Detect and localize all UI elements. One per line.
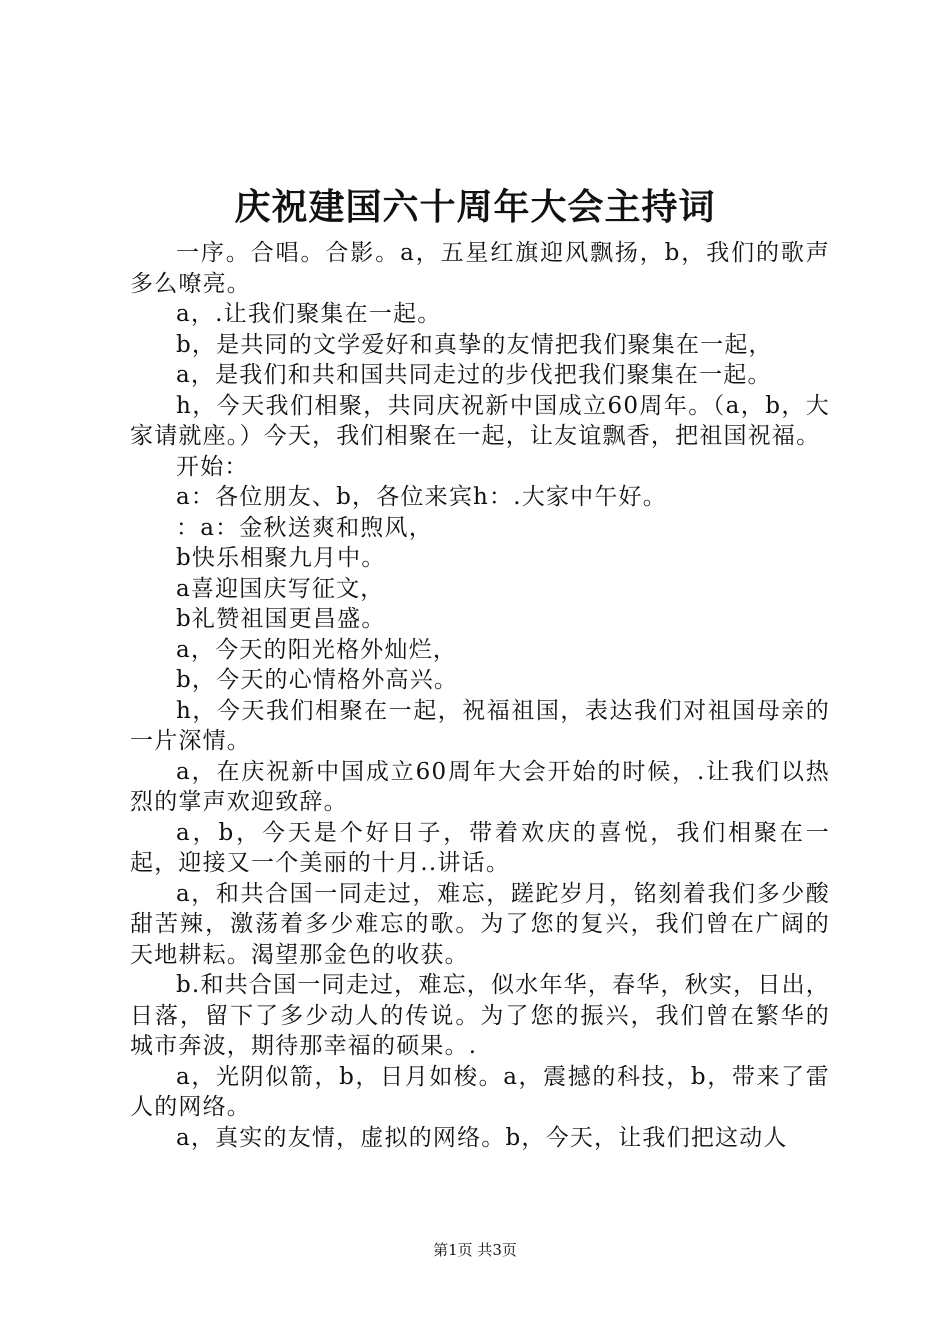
paragraph: ：a：金秋送爽和煦风， bbox=[176, 514, 433, 541]
paragraph: a，在庆祝新中国成立60周年大会开始的时候，.让我们以热烈的掌声欢迎致辞。 bbox=[130, 758, 830, 815]
paragraph: a喜迎国庆写征文， bbox=[176, 575, 385, 602]
paragraph: h，今天我们相聚在一起，祝福祖国，表达我们对祖国母亲的一片深情。 bbox=[130, 697, 830, 754]
paragraph: a，今天的阳光格外灿烂， bbox=[176, 636, 458, 663]
paragraph: b，今天的心情格外高兴。 bbox=[176, 667, 459, 693]
paragraph: b快乐相聚九月中。 bbox=[176, 545, 386, 571]
page-number-footer: 第1页 共3页 bbox=[433, 1241, 517, 1259]
paragraph: 开始： bbox=[176, 453, 249, 480]
paragraph: a，是我们和共和国共同走过的步伐把我们聚集在一起。 bbox=[176, 362, 772, 388]
document-body bbox=[130, 238, 830, 1153]
paragraph: a，b，今天是个好日子，带着欢庆的喜悦，我们相聚在一起，迎接又一个美丽的十月..讲话。 bbox=[130, 819, 830, 876]
paragraph: b.和共合国一同走过，难忘，似水年华，春华，秋实，日出，日落，留下了多少动人的传说。为了您的振兴，我们曾在繁华的城市奔波，期待那幸福的硕果。. bbox=[130, 972, 830, 1059]
paragraph: a，.让我们聚集在一起。 bbox=[176, 301, 442, 327]
paragraph: b礼赞祖国更昌盛。 bbox=[176, 606, 386, 632]
paragraph: b，是共同的文学爱好和真挚的友情把我们聚集在一起， bbox=[176, 331, 773, 358]
paragraph: a，光阴似箭，b，日月如梭。a，震撼的科技，b，带来了雷人的网络。 bbox=[130, 1063, 830, 1120]
paragraph: a，和共合国一同走过，难忘，蹉跎岁月，铭刻着我们多少酸甜苦辣，激荡着多少难忘的歌。为了您的复兴，我们曾在广阔的天地耕耘。渴望那金色的收获。 bbox=[130, 880, 830, 968]
document-title: 庆祝建国六十周年大会主持词 bbox=[234, 186, 716, 228]
paragraph: a，真实的友情，虚拟的网络。b，今天，让我们把这动人 bbox=[176, 1124, 788, 1151]
paragraph: 一序。合唱。合影。a，五星红旗迎风飘扬，b，我们的歌声多么嘹亮。 bbox=[130, 240, 830, 297]
paragraph: h，今天我们相聚，共同庆祝新中国成立60周年。（a，b，大家请就座。）今天，我们相聚在一起，让友谊飘香，把祖国祝福。 bbox=[130, 392, 830, 449]
paragraph: a：各位朋友、b，各位来宾h：.大家中午好。 bbox=[176, 484, 667, 510]
